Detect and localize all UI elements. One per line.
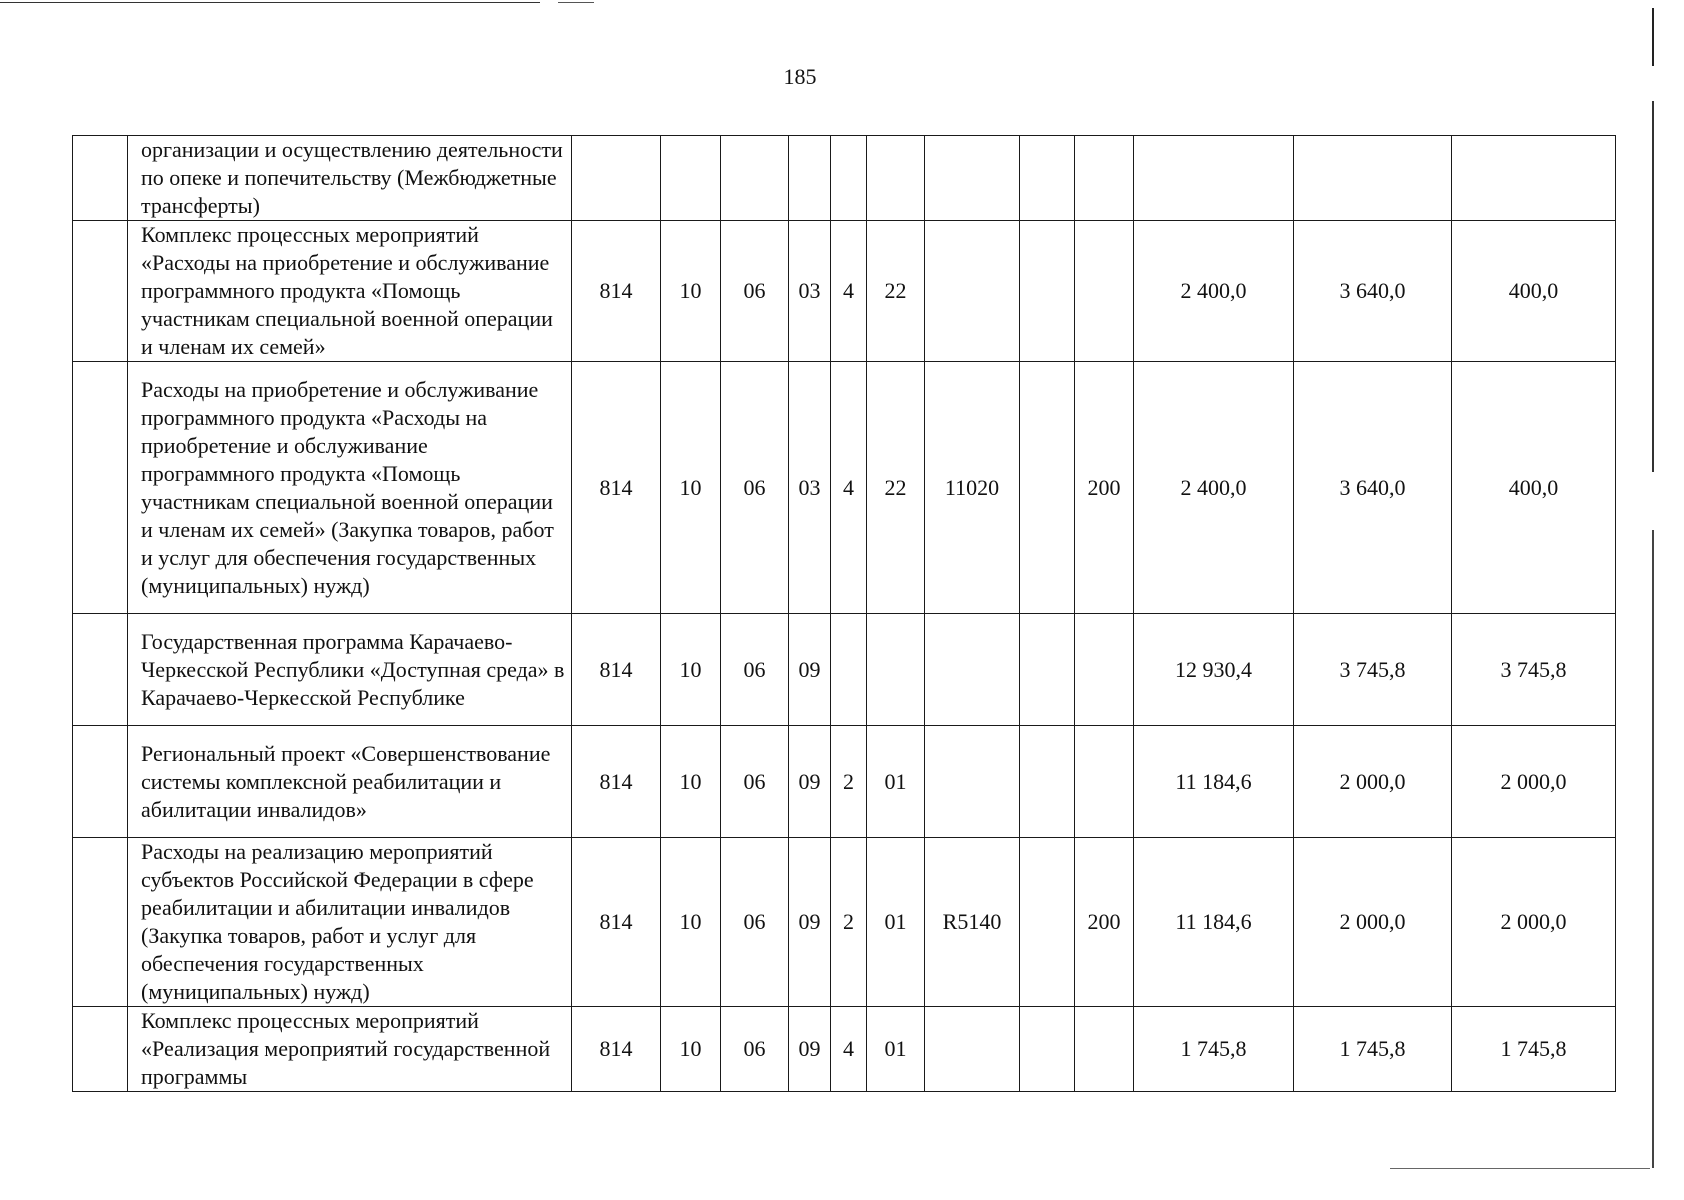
gr-cell: 814 [572, 221, 661, 362]
rz-cell: 10 [661, 1007, 721, 1092]
table-row [73, 362, 1616, 614]
sum-year3-cell: 400,0 [1452, 362, 1616, 614]
vr-cell [1075, 726, 1134, 838]
gr-cell: 814 [572, 726, 661, 838]
csr-structure-cell: 22 [867, 362, 925, 614]
csr-direction-cell: R5140 [925, 838, 1020, 1007]
sum-year1-cell: 12 930,4 [1134, 614, 1294, 726]
row-index-cell [73, 221, 128, 362]
table-row [73, 726, 1616, 838]
gr-cell: 814 [572, 362, 661, 614]
sum-year2-cell: 3 640,0 [1294, 362, 1452, 614]
csr-direction-cell [925, 1007, 1020, 1092]
spacer-cell [1020, 1007, 1075, 1092]
spacer-cell [1020, 726, 1075, 838]
sum-year3-cell: 2 000,0 [1452, 726, 1616, 838]
sum-year2-cell: 2 000,0 [1294, 726, 1452, 838]
spacer-cell [1020, 362, 1075, 614]
description-cell: организации и осуществлению деятельности по опеке и попечительству (Межбюджетные трансферты) [128, 136, 572, 221]
sum-year1-cell: 11 184,6 [1134, 726, 1294, 838]
row-index-cell [73, 362, 128, 614]
csr-type-cell [831, 136, 867, 221]
pr-cell: 06 [721, 362, 789, 614]
csr-type-cell [831, 614, 867, 726]
pr-cell: 06 [721, 614, 789, 726]
pr-cell: 06 [721, 1007, 789, 1092]
description-cell: Расходы на реализацию мероприятий субъектов Российской Федерации в сфере реабилитации и абилитации инвалидов (Закупка товаров, работ и услуг для обеспечения государственных (муниципальных) нужд) [128, 838, 572, 1007]
table-row [73, 221, 1616, 362]
description-cell: Комплекс процессных мероприятий «Расходы на приобретение и обслуживание программного продукта «Помощь участникам специальной военной операции и членам их семей» [128, 221, 572, 362]
csr-program-cell: 09 [789, 838, 831, 1007]
sum-year3-cell: 3 745,8 [1452, 614, 1616, 726]
gr-cell: 814 [572, 1007, 661, 1092]
table-row [73, 838, 1616, 1007]
description-cell: Государственная программа Карачаево-Черкесской Республики «Доступная среда» в Карачаево-Черкесской Республике [128, 614, 572, 726]
csr-structure-cell [867, 614, 925, 726]
csr-structure-cell [867, 136, 925, 221]
sum-year2-cell: 2 000,0 [1294, 838, 1452, 1007]
sum-year3-cell: 2 000,0 [1452, 838, 1616, 1007]
csr-structure-cell: 01 [867, 838, 925, 1007]
csr-type-cell: 2 [831, 838, 867, 1007]
pr-cell: 06 [721, 221, 789, 362]
csr-type-cell: 4 [831, 362, 867, 614]
csr-direction-cell: 11020 [925, 362, 1020, 614]
csr-direction-cell [925, 221, 1020, 362]
csr-direction-cell [925, 614, 1020, 726]
csr-type-cell: 2 [831, 726, 867, 838]
description-cell: Региональный проект «Совершенствование системы комплексной реабилитации и абилитации инвалидов» [128, 726, 572, 838]
pr-cell: 06 [721, 726, 789, 838]
spacer-cell [1020, 221, 1075, 362]
row-index-cell [73, 1007, 128, 1092]
vr-cell: 200 [1075, 362, 1134, 614]
gr-cell [572, 136, 661, 221]
table-row [73, 136, 1616, 221]
vr-cell [1075, 614, 1134, 726]
sum-year2-cell: 3 745,8 [1294, 614, 1452, 726]
scan-edge-top [0, 2, 900, 3]
vr-cell [1075, 1007, 1134, 1092]
spacer-cell [1020, 136, 1075, 221]
spacer-cell [1020, 838, 1075, 1007]
sum-year2-cell: 3 640,0 [1294, 221, 1452, 362]
csr-program-cell: 09 [789, 1007, 831, 1092]
pr-cell: 06 [721, 838, 789, 1007]
row-index-cell [73, 838, 128, 1007]
csr-structure-cell: 22 [867, 221, 925, 362]
table-row [73, 1007, 1616, 1092]
description-cell: Расходы на приобретение и обслуживание программного продукта «Расходы на приобретение и обслуживание программного продукта «Помощь участникам специальной военной операции и членам их семей» (Закупка товаров, работ и услуг для обеспечения государственных (муниципальных) нужд) [128, 362, 572, 614]
vr-cell [1075, 136, 1134, 221]
vr-cell: 200 [1075, 838, 1134, 1007]
row-index-cell [73, 726, 128, 838]
rz-cell [661, 136, 721, 221]
pr-cell [721, 136, 789, 221]
rz-cell: 10 [661, 362, 721, 614]
rz-cell: 10 [661, 838, 721, 1007]
row-index-cell [73, 614, 128, 726]
budget-table [72, 135, 1616, 1092]
scan-edge-right [1652, 8, 1654, 1168]
sum-year3-cell: 1 745,8 [1452, 1007, 1616, 1092]
csr-program-cell: 03 [789, 362, 831, 614]
sum-year3-cell [1452, 136, 1616, 221]
gr-cell: 814 [572, 614, 661, 726]
scan-edge-bottom [1390, 1168, 1650, 1169]
vr-cell [1075, 221, 1134, 362]
csr-direction-cell [925, 726, 1020, 838]
csr-type-cell: 4 [831, 221, 867, 362]
page-number: 185 [783, 64, 817, 89]
spacer-cell [1020, 614, 1075, 726]
sum-year2-cell [1294, 136, 1452, 221]
csr-direction-cell [925, 136, 1020, 221]
sum-year1-cell: 11 184,6 [1134, 838, 1294, 1007]
rz-cell: 10 [661, 221, 721, 362]
csr-structure-cell: 01 [867, 1007, 925, 1092]
description-cell: Комплекс процессных мероприятий «Реализация мероприятий государственной программы [128, 1007, 572, 1092]
sum-year1-cell [1134, 136, 1294, 221]
csr-structure-cell: 01 [867, 726, 925, 838]
row-index-cell [73, 136, 128, 221]
gr-cell: 814 [572, 838, 661, 1007]
sum-year1-cell: 2 400,0 [1134, 221, 1294, 362]
rz-cell: 10 [661, 726, 721, 838]
sum-year1-cell: 1 745,8 [1134, 1007, 1294, 1092]
sum-year1-cell: 2 400,0 [1134, 362, 1294, 614]
csr-type-cell: 4 [831, 1007, 867, 1092]
sum-year3-cell: 400,0 [1452, 221, 1616, 362]
sum-year2-cell: 1 745,8 [1294, 1007, 1452, 1092]
csr-program-cell: 03 [789, 221, 831, 362]
csr-program-cell: 09 [789, 726, 831, 838]
table-row [73, 614, 1616, 726]
rz-cell: 10 [661, 614, 721, 726]
csr-program-cell [789, 136, 831, 221]
csr-program-cell: 09 [789, 614, 831, 726]
